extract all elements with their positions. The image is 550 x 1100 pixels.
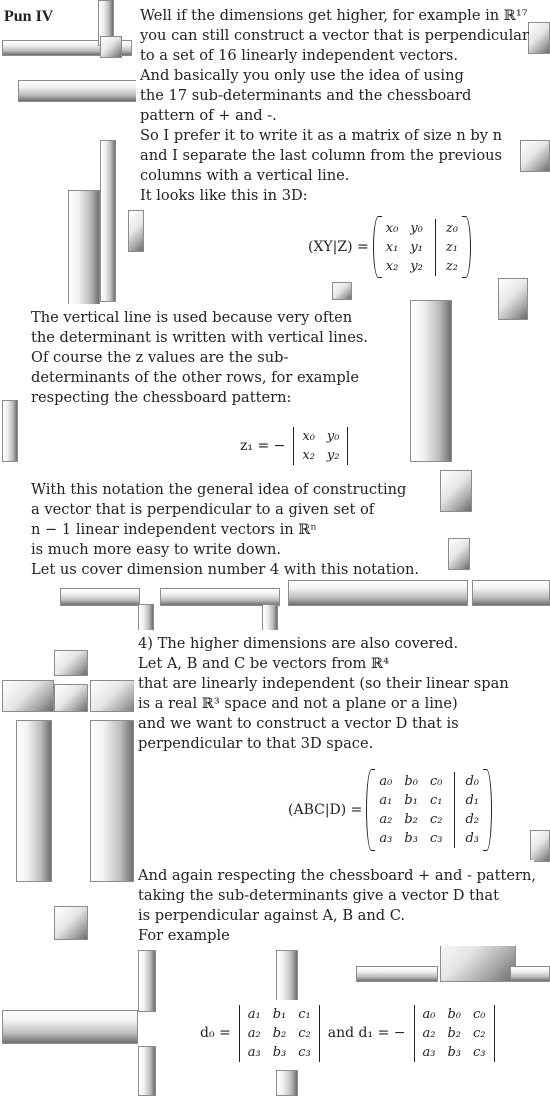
text-line: Let A, B and C be vectors from ℝ⁴ xyxy=(138,655,389,672)
matrix-cell: d₃ xyxy=(454,829,479,848)
text-line: is much more easy to write down. xyxy=(31,541,282,558)
equation-z1-determinant xyxy=(236,424,352,468)
text-line: And basically you only use the idea of using xyxy=(140,67,464,84)
text-line: Well if the dimensions get higher, for example in ℝ¹⁷ xyxy=(140,7,528,24)
matrix-cell: y₂ xyxy=(326,448,340,463)
text-line: is perpendicular against A, B and C. xyxy=(138,907,406,924)
matrix-cell: b₀ xyxy=(447,1006,462,1022)
text-line: the 17 sub-determinants and the chessboard xyxy=(140,87,472,104)
matrix-cell: a₁ xyxy=(247,1006,261,1022)
matrix-cell: d₂ xyxy=(454,810,479,829)
equation-xyz-matrix xyxy=(304,212,471,282)
matrix-cell: x₂ xyxy=(385,258,399,274)
text-line: So I prefer it to write it as a matrix of size n by n xyxy=(140,127,503,144)
equation-lhs: z₁ = − xyxy=(240,438,286,454)
matrix-cell: c₀ xyxy=(473,1006,486,1022)
matrix-cell: z₂ xyxy=(435,257,458,276)
equation-lhs: d₀ = xyxy=(200,1025,231,1041)
matrix-cell: y₀ xyxy=(326,429,340,444)
determinant-d1 xyxy=(414,1005,495,1062)
text-line: perpendicular to that 3D space. xyxy=(138,735,374,752)
matrix-cell: a₃ xyxy=(379,831,393,846)
matrix-cell: y₀ xyxy=(410,220,423,236)
matrix-cell: a₀ xyxy=(379,774,393,789)
matrix-cell: d₁ xyxy=(454,791,479,810)
left-paren xyxy=(373,216,382,278)
determinant-z1 xyxy=(293,427,348,465)
right-paren xyxy=(483,769,492,851)
determinant-d0 xyxy=(239,1005,320,1062)
matrix-cell: a₃ xyxy=(247,1044,261,1060)
page-title: Pun IV xyxy=(4,8,54,25)
matrix-cell: b₂ xyxy=(447,1025,462,1041)
matrix-cell: a₀ xyxy=(422,1006,436,1022)
matrix-cell: x₂ xyxy=(302,448,315,463)
text-line: The vertical line is used because very often xyxy=(31,309,353,326)
matrix-abcd xyxy=(379,772,479,848)
matrix-cell: c₂ xyxy=(429,812,443,827)
matrix-cell: b₁ xyxy=(404,793,418,808)
text-line: to a set of 16 linearly independent vectors. xyxy=(140,47,459,64)
matrix-cell: c₁ xyxy=(298,1006,311,1022)
matrix-cell: a₃ xyxy=(422,1044,436,1060)
matrix-cell: x₀ xyxy=(302,429,315,444)
matrix-cell: c₂ xyxy=(298,1025,311,1041)
matrix-cell: c₃ xyxy=(298,1044,311,1060)
matrix-cell: b₃ xyxy=(447,1044,462,1060)
text-line: 4) The higher dimensions are also covered. xyxy=(138,635,459,652)
text-line: the determinant is written with vertical lines. xyxy=(31,329,368,346)
text-line: It looks like this in 3D: xyxy=(140,187,308,204)
text-line: For example xyxy=(138,927,230,944)
text-line: columns with a vertical line. xyxy=(140,167,350,184)
matrix-cell: d₀ xyxy=(454,772,479,791)
right-paren xyxy=(462,216,471,278)
left-paren xyxy=(366,769,375,851)
matrix-cell: b₀ xyxy=(404,774,418,789)
text-line: that are linearly independent (so their linear span xyxy=(138,675,509,692)
matrix-cell: b₃ xyxy=(404,831,418,846)
matrix-cell: z₀ xyxy=(435,219,458,238)
text-line: pattern of + and -. xyxy=(140,107,277,124)
matrix-cell: c₂ xyxy=(473,1025,486,1041)
matrix-cell: c₃ xyxy=(473,1044,486,1060)
equation-abcd-matrix xyxy=(284,766,492,854)
matrix-cell: b₂ xyxy=(404,812,418,827)
text-line: and I separate the last column from the previous xyxy=(140,147,502,164)
text-line: is a real ℝ³ space and not a plane or a line) xyxy=(138,695,458,712)
matrix-cell: c₀ xyxy=(429,774,443,789)
matrix-cell: a₁ xyxy=(379,793,393,808)
matrix-cell: a₂ xyxy=(379,812,393,827)
matrix-xyz xyxy=(386,219,458,276)
equation-lhs: (ABC|D) = xyxy=(288,802,363,818)
matrix-cell: b₃ xyxy=(272,1044,287,1060)
text-line: determinants of the other rows, for example xyxy=(31,369,359,386)
matrix-cell: x₁ xyxy=(385,239,399,255)
text-line: you can still construct a vector that is perpendicular xyxy=(140,27,529,44)
matrix-cell: y₂ xyxy=(410,258,423,274)
text-line: n − 1 linear independent vectors in ℝⁿ xyxy=(31,521,317,538)
matrix-cell: c₃ xyxy=(429,831,443,846)
text-line: taking the sub-determinants give a vector D that xyxy=(138,887,499,904)
matrix-cell: a₂ xyxy=(422,1025,436,1041)
matrix-cell: c₁ xyxy=(429,793,443,808)
matrix-cell: b₁ xyxy=(272,1006,287,1022)
equation-lhs: (XY|Z) = xyxy=(308,239,369,255)
text-line: Of course the z values are the sub- xyxy=(31,349,289,366)
matrix-cell: x₀ xyxy=(385,220,399,236)
text-line: With this notation the general idea of constructing xyxy=(31,481,407,498)
text-line: a vector that is perpendicular to a given set of xyxy=(31,501,375,518)
matrix-cell: y₁ xyxy=(410,239,423,255)
equation-connector: and d₁ = − xyxy=(327,1025,406,1041)
text-line: and we want to construct a vector D that is xyxy=(138,715,459,732)
text-line: And again respecting the chessboard + and - pattern, xyxy=(138,867,536,884)
equation-d0-d1-determinants xyxy=(196,1000,505,1066)
text-line: Let us cover dimension number 4 with this notation. xyxy=(31,561,420,578)
matrix-cell: z₁ xyxy=(435,238,458,257)
matrix-cell: a₂ xyxy=(247,1025,261,1041)
matrix-cell: b₂ xyxy=(272,1025,287,1041)
text-line: respecting the chessboard pattern: xyxy=(31,389,292,406)
